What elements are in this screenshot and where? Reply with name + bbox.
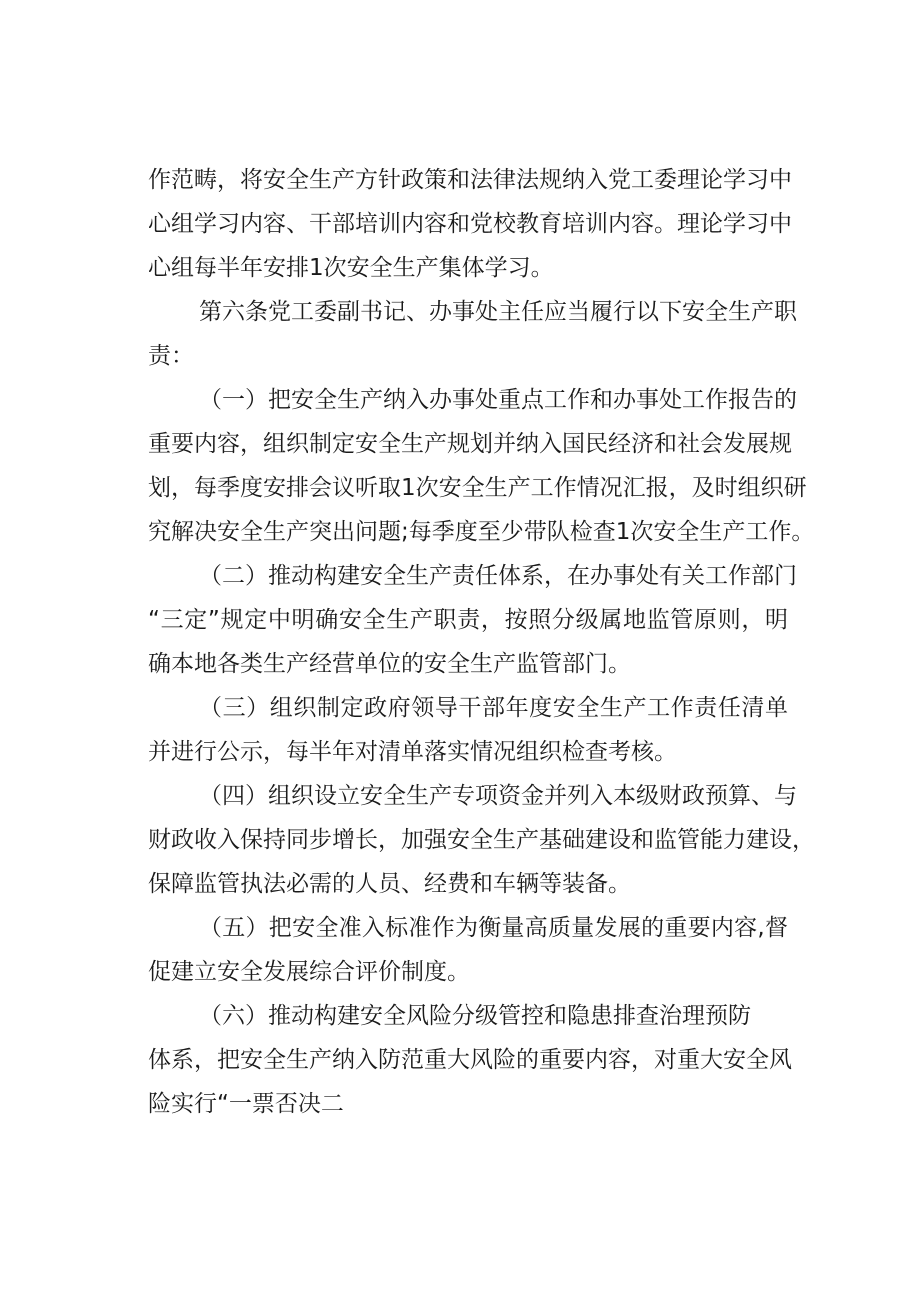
item-5-line: （五）把安全准入标准作为衡量高质量发展的重要内容,督 — [199, 915, 788, 941]
item-2-line: （二）推动构建安全生产责任体系，在办事处有关工作部门 — [199, 563, 797, 589]
text-line: 心组每半年安排1次安全生产集体学习。 — [148, 255, 554, 281]
text-line: 并进行公示，每半年对清单落实情况组织检查考核。 — [148, 739, 677, 765]
text-line: 保障监管执法必需的人员、经费和车辆等装备。 — [148, 871, 631, 897]
text-line: 财政收入保持同步增长，加强安全生产基础建设和监管能力建设， — [148, 827, 815, 853]
text-line: 体系，把安全生产纳入防范重大风险的重要内容，对重大安全风 — [148, 1047, 792, 1073]
text-line: “三定”规定中明确安全生产职责，按照分级属地监管原则，明 — [148, 607, 788, 633]
text-line: 险实行“一票否决二 — [148, 1091, 344, 1117]
text-line: 划，每季度安排会议听取1次安全生产工作情况汇报，及时组织研 — [148, 475, 807, 501]
text-line: 重要内容，组织制定安全生产规划并纳入国民经济和社会发展规 — [148, 431, 792, 457]
item-4-line: （四）组织设立安全生产专项资金并列入本级财政预算、与 — [199, 783, 797, 809]
article-heading-line: 第六条党工委副书记、办事处主任应当履行以下安全生产职 — [199, 299, 797, 325]
item-6-line: （六）推动构建安全风险分级管控和隐患排查治理预防 — [199, 1003, 751, 1029]
text-line: 促建立安全发展综合评价制度。 — [148, 959, 470, 985]
item-3-line: （三）组织制定政府领导干部年度安全生产工作责任清单 — [199, 695, 788, 721]
text-line: 作范畴，将安全生产方针政策和法律法规纳入党工委理论学习中 — [148, 167, 792, 193]
text-line: 确本地各类生产经营单位的安全生产监管部门。 — [148, 651, 631, 677]
text-line: 究解决安全生产突出问题;每季度至少带队检查1次安全生产工作。 — [148, 519, 815, 545]
text-line: 心组学习内容、干部培训内容和党校教育培训内容。理论学习中 — [148, 211, 792, 237]
text-line: 责： — [148, 343, 194, 369]
item-1-line: （一）把安全生产纳入办事处重点工作和办事处工作报告的 — [199, 387, 797, 413]
